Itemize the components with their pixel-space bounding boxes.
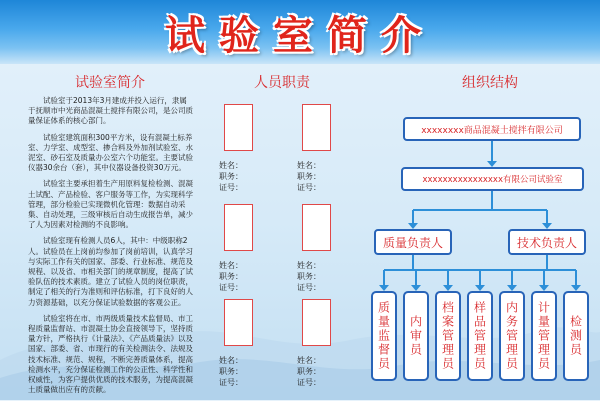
intro-paragraph: 试验室将在市、市两级质量技术监督局、市工程质量监督站、市混凝土协会直接领导下，坚持质量方针，严格执行《计量法》、《产品质量法》以及国家、部委、省、市现行的有关检测法令、法规及技术标准、规范、规程，不断完善质量体系，提高检测水平，充分保证检测工作的公正性、科学性和权威性，为客户提供优质的技术服务，为提高混凝土质量做出应有的贡献。: [28, 313, 193, 395]
intro-heading: 试验室简介: [75, 75, 145, 91]
intro-paragraph: 试验室主要承担着生产用原料复检检测、混凝土试配、产品检验、客户服务等工作，为实现科学管理，部分检验已实现微机化管理：数据自动采集、自动处理，三级审核后自动生成报告单，减少了人为因素对检测的不良影响。: [28, 179, 193, 230]
duty-label: 职务：: [219, 172, 243, 181]
cert-label: 证号：: [297, 283, 321, 292]
cert-label: 证号：: [297, 378, 321, 387]
intro-paragraph: 试验室现有检测人员6人，其中：中级职称2人。试验员在上岗前均参加了岗前培训，认真学习与实际工作有关的国家、部委、行业标准、规范及规程、以及省、市相关部门的规章制度，提高了试验队伍的技术素质。建立了试验人员的岗位职责，制定了相关的行为准则和评估标准，打下良好的人力资源基础，以充分保证试验数据的客观公正。: [28, 236, 193, 307]
staff-info: [297, 260, 321, 293]
staff-info: [219, 260, 243, 293]
staff-info: [297, 160, 321, 193]
intro-paragraph: 试验室建筑面积300平方米，设有混凝土标养室、力学室、成型室、掺合料及外加剂试验室、水泥室、砂石室及质量办公室六个功能室。主要试验仪器30余台（套），其中仪器设备投资30万元。: [28, 132, 193, 173]
tech-head-box: 技术负责人: [508, 229, 586, 255]
cert-label: 证号：: [219, 378, 243, 387]
position-box: 档案管理员: [435, 291, 461, 381]
staff-photo: [224, 104, 253, 151]
name-label: 姓名：: [297, 356, 321, 365]
name-label: 姓名：: [219, 261, 243, 270]
quality-head-box: 质量负责人: [374, 229, 452, 255]
staff-photo: [224, 299, 253, 346]
staff-photo: [302, 299, 331, 346]
name-label: 姓名：: [297, 161, 321, 170]
org-heading: 组织结构: [462, 75, 518, 91]
page-title: 试验室简介: [165, 12, 435, 59]
staff-photo: [302, 104, 331, 151]
cert-label: 证号：: [297, 183, 321, 192]
intro-paragraph: 试验室于2013年3月建成并投入运行，隶属于抚顺市中光商品混凝土搅拌有限公司，是公司质量保证体系的核心部门。: [28, 96, 193, 126]
name-label: 姓名：: [219, 161, 243, 170]
position-box: 内审员: [403, 291, 429, 381]
cert-label: 证号：: [219, 183, 243, 192]
name-label: 姓名：: [297, 261, 321, 270]
staff-photo: [224, 204, 253, 251]
staff-heading: 人员职责: [254, 75, 310, 91]
position-box: 质量监督员: [371, 291, 397, 381]
company-box: xxxxxxxx商品混凝土搅拌有限公司: [403, 117, 581, 141]
name-label: 姓名：: [219, 356, 243, 365]
duty-label: 职务：: [297, 272, 321, 281]
position-box: 检测员: [563, 291, 589, 381]
lab-box: xxxxxxxxxxxxxxxx有限公司试验室: [401, 167, 584, 191]
position-box: 计量管理员: [531, 291, 557, 381]
cert-label: 证号：: [219, 283, 243, 292]
intro-text: [28, 96, 193, 401]
position-box: 样品管理员: [467, 291, 493, 381]
duty-label: 职务：: [219, 272, 243, 281]
staff-info: [297, 355, 321, 388]
staff-photo: [302, 204, 331, 251]
staff-info: [219, 160, 243, 193]
duty-label: 职务：: [219, 367, 243, 376]
duty-label: 职务：: [297, 172, 321, 181]
position-box: 内务管理员: [499, 291, 525, 381]
header-banner: [0, 0, 600, 64]
duty-label: 职务：: [297, 367, 321, 376]
staff-info: [219, 355, 243, 388]
